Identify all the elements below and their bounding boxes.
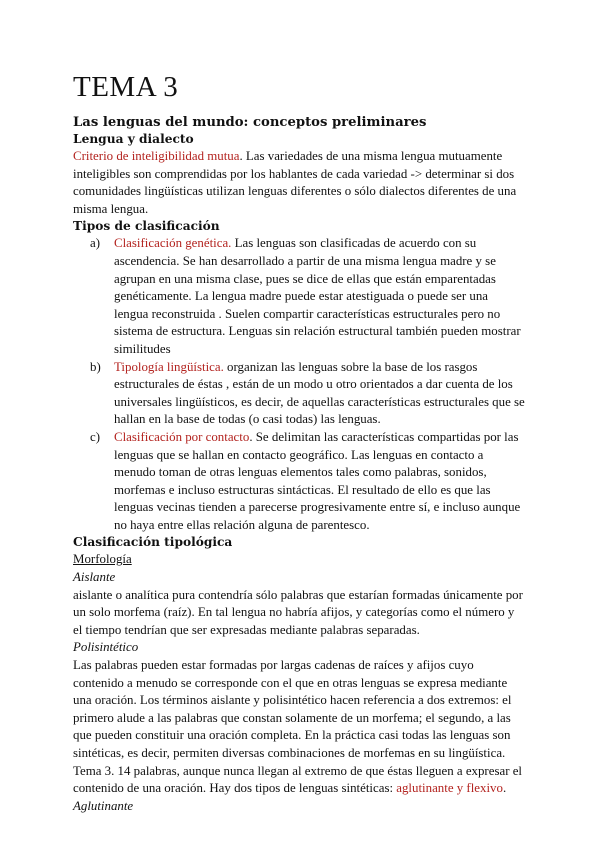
list-item-text: Las lenguas son clasificadas de acuerdo con su ascendencia. Se han desarrollado a partir de una misma lengua madre y se agrupan en una misma clase, pues se dice de ellas que están emparentadas genéticamente. La lengua madre puede estar atestiguada o puede ser una lengua reconstruida . Suelen compartir características estructurales pero no sistema de estructura. Lenguas sin relación estructural también pueden mostrar similitudes	[114, 236, 521, 356]
term-clasificacion-genetica: Clasificación genética.	[114, 236, 232, 251]
page-title: TEMA 3	[73, 71, 179, 103]
text-inteligibilidad: . Las variedades de una misma lengua mutuamente inteligibles son comprendidas por los hablantes de cada variedad -> determinar si dos comunidades lingüísticas utilizan lenguas diferentes o sólo dialectos diferentes de una misma lengua.	[73, 149, 517, 216]
term-inteligibilidad: Criterio de inteligibilidad mutua	[73, 149, 240, 163]
label-polisintetico: Polisintético	[73, 640, 139, 655]
list-item	[90, 235, 525, 358]
section-heading-tipos-clasificacion: Tipos de clasificación	[73, 219, 220, 234]
document-subtitle: Las lenguas del mundo: conceptos preliminares	[73, 115, 427, 130]
list-marker: a)	[90, 236, 101, 251]
term-tipologia-linguistica: Tipología lingüística.	[114, 359, 224, 374]
list-marker: b)	[90, 359, 101, 374]
list-item	[90, 359, 525, 429]
section-heading-lengua-dialecto: Lengua y dialecto	[73, 132, 194, 146]
label-aglutinante: Aglutinante	[73, 798, 134, 813]
paragraph-polisintetico	[73, 657, 525, 798]
label-aislante: Aislante	[73, 570, 116, 585]
list-marker: c)	[90, 429, 101, 444]
text-polisintetico: Las palabras pueden estar formadas por largas cadenas de raíces y afijos cuyo contenido a menudo se corresponde con el que en otras lenguas se expresa mediante una oración. Los términos aislante y polisintético hacen referencia a dos extremos: el primero alude a las palabras que constan solamente de un morfema; el segundo, a las que pueden constituir una oración completa. En la práctica casi todas las lenguas son sintéticas, es decir, permiten diversas combinaciones de morfemas en su lingüística. Tema 3. 14 palabras, aunque nunca llegan al extremo de que éstas lleguen a expresar el contenido de una oración. Hay dos tipos de lenguas sintéticas:	[73, 658, 523, 796]
list-item	[90, 429, 525, 535]
document-page	[73, 70, 525, 815]
subheading-morfologia: Morfología	[73, 552, 132, 567]
section-heading-clasificacion-tipologica: Clasificación tipológica	[73, 535, 233, 550]
paragraph-inteligibilidad	[73, 148, 525, 218]
paragraph-aislante: aislante o analítica pura contendría sólo palabras que estarían formadas únicamente por un solo morfema (raíz). En tal lengua no habría afijos, y categorías como el número y el tiempo tendrían que ser expresadas mediante palabras separadas.	[73, 587, 523, 637]
list-item-text: . Se delimitan las características compartidas por las lenguas que se hallan en contacto geográfico. Las lenguas en contacto a menudo toman de otras lenguas elementos tales como palabras, sonidos, morfemas e incluso estructuras sintácticas. El resultado de ello es que las lenguas vecinas tienden a parecerse progresivamente entre sí, e incluso aunque no haya entre ellas relación alguna de parentesco.	[114, 429, 521, 532]
list-item-text: organizan las lenguas sobre la base de los rasgos estructurales de éstas , están de un modo u otro orientados a dar cuenta de los universales lingüísticos, es decir, de aquellas características estructurales que se hallan en la base de todas (o casi todas) las lenguas.	[114, 359, 525, 427]
term-aglutinante-flexivo: aglutinante y flexivo	[396, 781, 503, 796]
text-polisintetico-end: .	[502, 781, 507, 796]
classification-list	[73, 235, 525, 534]
term-clasificacion-contacto: Clasificación por contacto	[114, 429, 250, 444]
